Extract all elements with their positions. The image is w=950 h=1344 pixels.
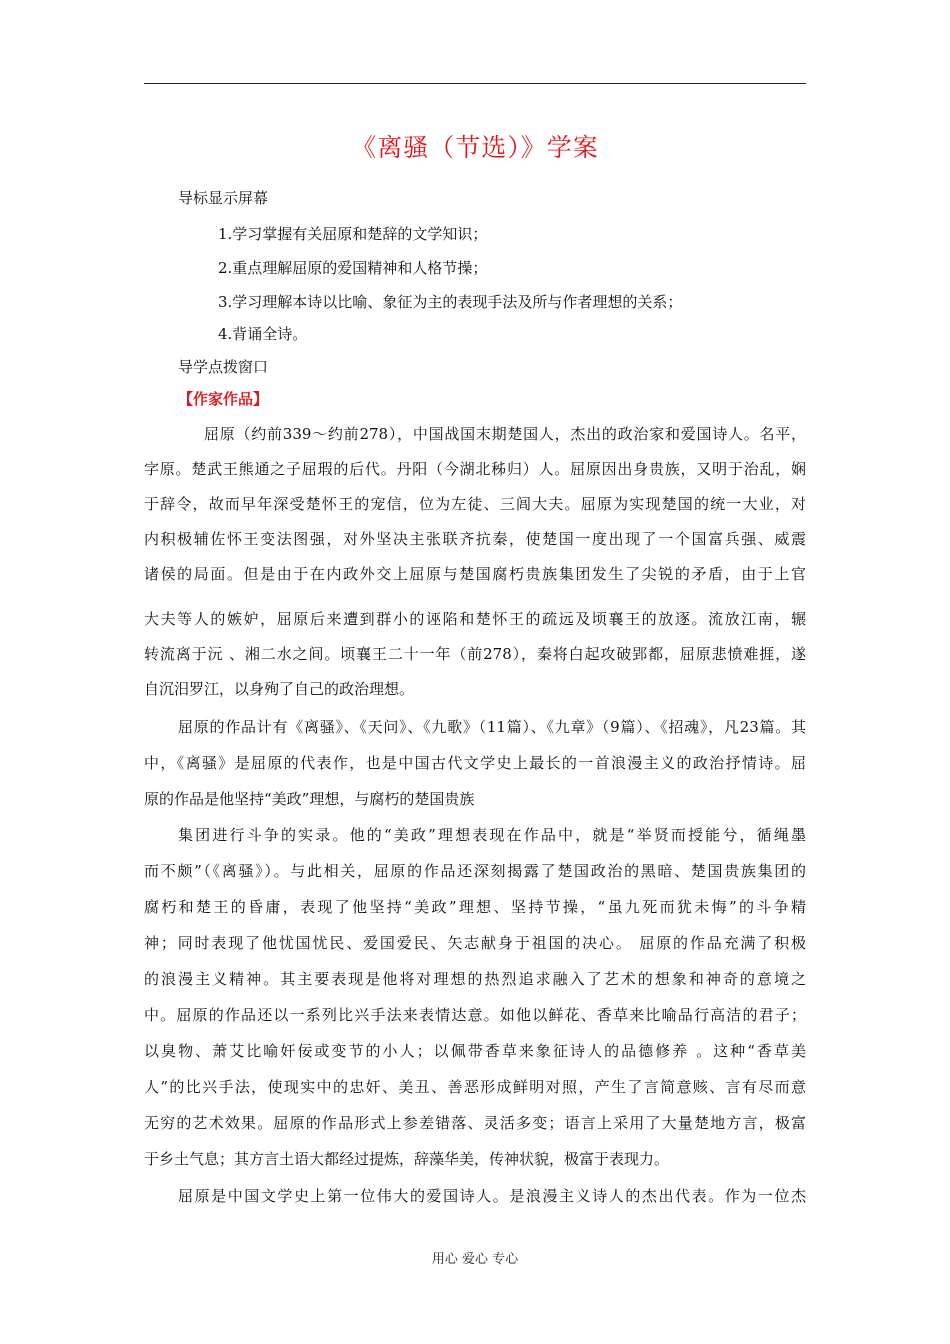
paragraph-line: 转流离于沅 、湘二水之间。顷襄王二十一年（前278），秦将白起攻破郢都，屈原悲愤难捱，遂: [144, 645, 806, 663]
paragraph-line: 屈原（约前339～约前278），中国战国末期楚国人，杰出的政治家和爱国诗人。名平，: [204, 425, 806, 443]
section-heading-goals: 导标显示屏幕: [178, 189, 269, 207]
goal-item: 1.学习掌握有关屈原和楚辞的文学知识；: [218, 225, 488, 243]
paragraph-line: 以臭物、萧艾比喻奸佞或变节的小人；以佩带香草来象征诗人的品德修养 。这种“香草美: [144, 1042, 806, 1060]
paragraph-line: 腐朽和楚王的昏庸，表现了他坚持“美政”理想、坚持节操，“虽九死而犹未悔”的斗争精: [144, 898, 806, 916]
paragraph-line: 自沉汨罗江，以身殉了自己的政治理想。: [144, 680, 415, 698]
page-title: 《离骚（节选）》学案: [351, 133, 599, 162]
page-footer: 用心 爱心 专心: [431, 1252, 519, 1267]
header-rule: [144, 83, 806, 84]
paragraph-line: 于辞令，故而早年深受楚怀王的宠信，位为左徒、三闾大夫。屈原为实现楚国的统一大业，对: [144, 495, 806, 513]
goal-item: 4.背诵全诗。: [218, 325, 308, 343]
section-heading-guide: 导学点拨窗口: [178, 358, 269, 376]
paragraph-line: 原的作品是他坚持“美政”理想，与腐朽的楚国贵族: [144, 790, 475, 808]
paragraph-line: 字原。楚武王熊通之子屈瑕的后代。丹阳（今湖北秭归）人。屈原因出身贵族，又明于治乱，娴: [144, 460, 806, 478]
paragraph-line: 人”的比兴手法，使现实中的忠奸、美丑、善恶形成鲜明对照，产生了言简意赅、言有尽而意: [144, 1078, 806, 1096]
paragraph-line: 神；同时表现了他忧国忧民、爱国爱民、矢志献身于祖国的决心。 屈原的作品充满了积极: [144, 934, 806, 952]
paragraph-line: 大夫等人的嫉妒，屈原后来遭到群小的诬陷和楚怀王的疏远及顷襄王的放逐。流放江南，辗: [144, 610, 806, 628]
paragraph-line: 于乡土气息；其方言土语大都经过提炼，辞藻华美，传神状貌，极富于表现力。: [144, 1150, 670, 1168]
paragraph-line: 屈原的作品计有《离骚》、《天问》、《九歌》（11篇）、《九章》（9篇）、《招魂》，凡23篇。其: [178, 718, 806, 736]
paragraph-line: 无穷的艺术效果。屈原的作品形式上参差错落、灵活多变；语言上采用了大量楚地方言，极富: [144, 1114, 806, 1132]
paragraph-line: 中。屈原的作品还以一系列比兴手法来表情达意。如他以鲜花、香草来比喻品行高洁的君子；: [144, 1006, 806, 1024]
paragraph-line: 诸侯的局面。但是由于在内政外交上屈原与楚国腐朽贵族集团发生了尖锐的矛盾，由于上官: [144, 565, 806, 583]
paragraph-line: 屈原是中国文学史上第一位伟大的爱国诗人。是浪漫主义诗人的杰出代表。作为一位杰: [178, 1187, 806, 1205]
paragraph-line: 内积极辅佐怀王变法图强，对外坚决主张联齐抗秦，使楚国一度出现了一个国富兵强、威震: [144, 530, 806, 548]
paragraph-line: 中，《离骚》是屈原的代表作，也是中国古代文学史上最长的一首浪漫主义的政治抒情诗。屈: [144, 754, 806, 772]
paragraph-line: 而不颇”（《离骚》）。与此相关，屈原的作品还深刻揭露了楚国政治的黑暗、楚国贵族集团的: [144, 862, 806, 880]
goal-item: 2.重点理解屈原的爱国精神和人格节操；: [218, 259, 488, 277]
goal-item: 3.学习理解本诗以比喻、象征为主的表现手法及所与作者理想的关系；: [218, 293, 683, 311]
author-works-tag: 【作家作品】: [178, 390, 269, 408]
paragraph-line: 集团进行斗争的实录。他的“美政”理想表现在作品中，就是“举贤而授能兮，循绳墨: [178, 826, 806, 844]
paragraph-line: 的浪漫主义精神。其主要表现是他将对理想的热烈追求融入了艺术的想象和神奇的意境之: [144, 970, 806, 988]
